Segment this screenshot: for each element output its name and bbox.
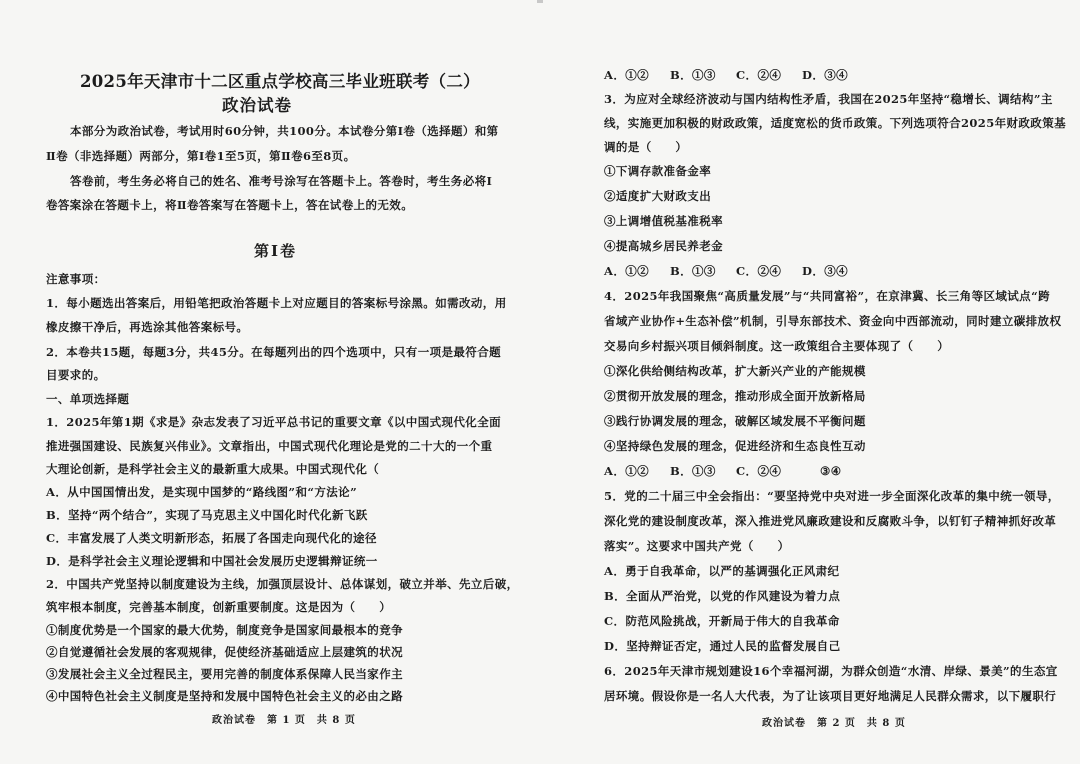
intro-line: 本部分为政治试卷，考试用时60分钟，共100分。本试卷分第Ⅰ卷（选择题）和第: [70, 124, 499, 138]
question-1-option-c: C．丰富发展了人类文明新形态，拓展了各国走向现代化的途径: [46, 531, 377, 545]
answer-d: D．③④: [802, 264, 849, 278]
answer-a: A．①②: [604, 464, 650, 478]
answer-a: A．①②: [604, 264, 650, 278]
question-5-option-c: C．防范风险挑战，开新局于伟大的自我革命: [604, 614, 840, 628]
note-line: 1．每小题选出答案后，用铅笔把政治答题卡上对应题目的答案标号涂黑。如需改动，用: [46, 296, 507, 310]
question-4-line: 4．2025年我国聚焦“高质量发展”与“共同富裕”，在京津冀、长三角等区域试点“跨: [604, 289, 1050, 303]
notes-title: 注意事项：: [46, 272, 106, 286]
question-6-line: 6．2025年天津市规划建设16个幸福河湖，为群众创造“水清、岸绿、景美”的生态宜: [604, 664, 1058, 678]
answer-c: C．②④: [736, 464, 782, 478]
question-3-item: ①下调存款准备金率: [604, 164, 712, 178]
exam-title: 2025年天津市十二区重点学校高三毕业班联考（二）: [80, 72, 480, 91]
question-3-item: ③上调增值税基准税率: [604, 214, 723, 228]
page-2: [604, 0, 1067, 764]
question-5-line: 5．党的二十届三中全会指出：“要坚持党中央对进一步全面深化改革的集中统一领导，: [604, 489, 1060, 503]
answer-a: A．①②: [604, 68, 650, 82]
answer-c: C．②④: [736, 264, 782, 278]
question-1-line: 大理论创新，是科学社会主义的最新重大成果。中国式现代化（: [46, 462, 380, 476]
answer-b: B．①③: [670, 68, 716, 82]
question-1-option-b: B．坚持“两个结合”，实现了马克思主义中国化时代化新飞跃: [46, 508, 368, 522]
note-line: 2．本卷共15题，每题3分，共45分。在每题列出的四个选项中，只有一项是最符合题: [46, 345, 502, 359]
page-footer: 政治试卷 第 1 页 共 8 页: [212, 715, 356, 726]
exam-subject: 政治试卷: [222, 96, 292, 115]
question-3-answers: [604, 264, 848, 279]
question-4-item: ③践行协调发展的理念，破解区域发展不平衡问题: [604, 414, 866, 428]
intro-line: 答卷前，考生务必将自己的姓名、准考号涂写在答题卡上。答卷时，考生务必将Ⅰ: [70, 174, 493, 188]
answer-c: C．②④: [736, 68, 782, 82]
question-2-item: ②自觉遵循社会发展的客观规律，促使经济基础适应上层建筑的状况: [46, 645, 403, 659]
intro-line: 卷答案涂在答题卡上，将Ⅱ卷答案写在答题卡上，答在试卷上的无效。: [46, 198, 414, 212]
page-1: [46, 0, 519, 764]
question-4-item: ①深化供给侧结构改革，扩大新兴产业的产能规模: [604, 364, 866, 378]
question-2-item: ③发展社会主义全过程民主，要用完善的制度体系保障人民当家作主: [46, 667, 403, 681]
fold-mark: [537, 0, 543, 3]
answer-d: ③④: [820, 464, 842, 478]
question-5-option-b: B．全面从严治党，以党的作风建设为着力点: [604, 589, 841, 603]
note-line: 目要求的。: [46, 368, 106, 382]
question-5-option-a: A．勇于自我革命，以严的基调强化正风肃纪: [604, 564, 840, 578]
question-3-item: ②适度扩大财政支出: [604, 189, 712, 203]
page-footer: 政治试卷 第 2 页 共 8 页: [762, 718, 906, 729]
question-4-line: 交易向乡村振兴项目倾斜制度。这一政策组合主要体现了（ ）: [604, 339, 950, 353]
question-6-line: 居环境。假设你是一名人大代表，为了让该项目更好地满足人民群众需求，以下履职行: [604, 689, 1057, 703]
question-5-line: 落实”。这要求中国共产党（ ）: [604, 539, 790, 553]
question-1-option-a: A．从中国国情出发，是实现中国梦的“路线图”和“方法论”: [46, 485, 358, 499]
intro-line: Ⅱ卷（非选择题）两部分，第Ⅰ卷1至5页，第Ⅱ卷6至8页。: [46, 149, 356, 163]
question-1-line: 1．2025年第1期《求是》杂志发表了习近平总书记的重要文章《以中国式现代化全面: [46, 415, 502, 429]
question-2-line: 筑牢根本制度，完善基本制度，创新重要制度。这是因为（ ）: [46, 600, 392, 614]
section-title: 第Ⅰ卷: [254, 242, 298, 260]
question-3-line: 调的是（ ）: [604, 140, 688, 154]
question-2-item: ①制度优势是一个国家的最大优势，制度竞争是国家间最根本的竞争: [46, 623, 403, 637]
question-3-line: 线，实施更加积极的财政政策，适度宽松的货币政策。下列选项符合2025年财政政策基: [604, 116, 1067, 130]
question-2-item: ④中国特色社会主义制度是坚持和发展中国特色社会主义的必由之路: [46, 689, 403, 703]
part-title: 一、单项选择题: [46, 392, 130, 406]
question-2-line: 2．中国共产党坚持以制度建设为主线，加强顶层设计、总体谋划，破立并举、先立后破，: [46, 577, 519, 591]
question-1-line: 推进强国建设、民族复兴伟业》。文章指出，中国式现代化理论是党的二十大的一个重: [46, 439, 493, 453]
question-5-option-d: D．坚持辩证否定，通过人民的监督发展自己: [604, 639, 841, 653]
question-3-item: ④提高城乡居民养老金: [604, 239, 723, 253]
answer-b: B．①③: [670, 264, 716, 278]
question-4-item: ④坚持绿色发展的理念，促进经济和生态良性互动: [604, 439, 866, 453]
question-2-answers: [604, 68, 848, 83]
question-4-item: ②贯彻开放发展的理念，推动形成全面开放新格局: [604, 389, 866, 403]
question-3-line: 3．为应对全球经济波动与国内结构性矛盾，我国在2025年坚持“稳增长、调结构”主: [604, 92, 1053, 106]
question-4-line: 省域产业协作+生态补偿”机制，引导东部技术、资金向中西部流动，同时建立碳排放权: [604, 314, 1062, 328]
question-1-option-d: D．是科学社会主义理论逻辑和中国社会发展历史逻辑辩证统一: [46, 554, 378, 568]
answer-b: B．①③: [670, 464, 716, 478]
answer-d: D．③④: [802, 68, 849, 82]
note-line: 橡皮擦干净后，再选涂其他答案标号。: [46, 320, 249, 334]
question-4-answers: [604, 464, 841, 479]
question-5-line: 深化党的建设制度改革，深入推进党风廉政建设和反腐败斗争，以钉钉子精神抓好改革: [604, 514, 1057, 528]
